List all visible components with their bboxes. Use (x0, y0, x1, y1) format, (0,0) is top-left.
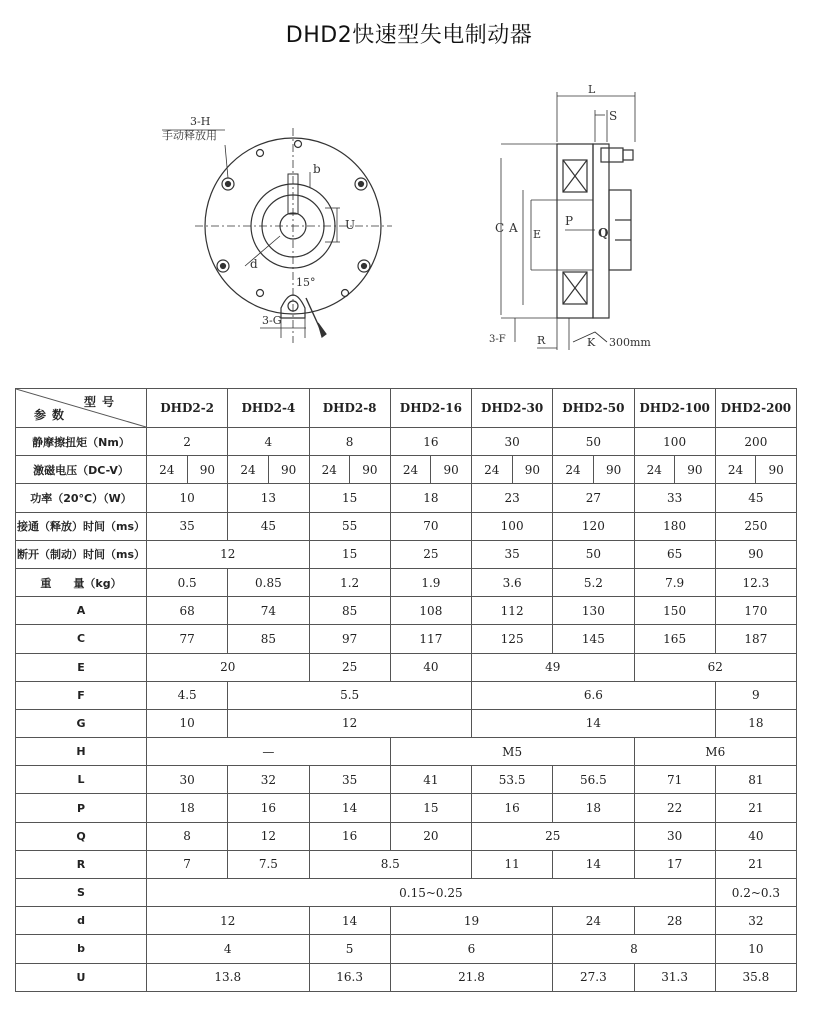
value-cell: 187 (715, 625, 796, 653)
value-cell: 24 (715, 456, 756, 484)
value-cell: 18 (553, 794, 634, 822)
value-cell: 24 (472, 456, 513, 484)
row-label: S (16, 879, 147, 907)
label-b: b (313, 162, 321, 176)
value-cell: 27 (553, 484, 634, 512)
value-cell: 33 (634, 484, 715, 512)
label-s: S (609, 109, 618, 123)
value-cell: 170 (715, 597, 796, 625)
spec-table (15, 388, 797, 992)
row-label: P (16, 794, 147, 822)
value-cell: 90 (715, 540, 796, 568)
value-cell: 14 (472, 709, 716, 737)
row-label: 重 量（kg） (16, 568, 147, 596)
bolt-head (601, 148, 623, 162)
table-row (16, 625, 797, 653)
model-header-cell: DHD2-8 (309, 389, 390, 428)
value-cell: 100 (472, 512, 553, 540)
value-cell: 0.5 (147, 568, 228, 596)
value-cell: 7.5 (228, 850, 309, 878)
value-cell: 3.6 (472, 568, 553, 596)
table-row (16, 963, 797, 991)
value-cell: 20 (147, 653, 310, 681)
model-header-cell: DHD2-50 (553, 389, 634, 428)
row-label: 静摩擦扭矩（Nm） (16, 428, 147, 456)
value-cell: M6 (634, 738, 797, 766)
table-row (16, 935, 797, 963)
value-cell: 10 (147, 484, 228, 512)
value-cell: 50 (553, 428, 634, 456)
value-cell: 1.9 (390, 568, 471, 596)
value-cell: 90 (431, 456, 472, 484)
value-cell: 10 (715, 935, 796, 963)
value-cell: 17 (634, 850, 715, 878)
value-cell: 45 (228, 512, 309, 540)
value-cell: 74 (228, 597, 309, 625)
row-label: G (16, 709, 147, 737)
value-cell: 5 (309, 935, 390, 963)
value-cell: 32 (228, 766, 309, 794)
table-row (16, 850, 797, 878)
value-cell: 7.9 (634, 568, 715, 596)
value-cell: 12.3 (715, 568, 796, 596)
table-row (16, 681, 797, 709)
page-title: DHD2快速型失电制动器 (285, 23, 533, 48)
label-angle: 15° (296, 276, 316, 289)
label-3g: 3-G (262, 314, 282, 327)
value-cell: 6 (390, 935, 553, 963)
model-header-cell: DHD2-100 (634, 389, 715, 428)
value-cell: 24 (228, 456, 269, 484)
value-cell: 24 (634, 456, 675, 484)
value-cell: 21 (715, 850, 796, 878)
value-cell: 108 (390, 597, 471, 625)
value-cell: 30 (472, 428, 553, 456)
value-cell: 24 (309, 456, 350, 484)
value-cell: 112 (472, 597, 553, 625)
model-header-cell: DHD2-16 (390, 389, 471, 428)
value-cell: 23 (472, 484, 553, 512)
value-cell: 0.85 (228, 568, 309, 596)
row-label: U (16, 963, 147, 991)
value-cell: 30 (147, 766, 228, 794)
model-header-cell: DHD2-2 (147, 389, 228, 428)
value-cell: 165 (634, 625, 715, 653)
value-cell: 15 (309, 484, 390, 512)
value-cell: 30 (634, 822, 715, 850)
label-3h: 3-H (190, 115, 211, 128)
front-view-drawing (150, 108, 400, 348)
row-label: L (16, 766, 147, 794)
value-cell: 35.8 (715, 963, 796, 991)
model-header-row (16, 389, 797, 428)
value-cell: 24 (147, 456, 188, 484)
model-header-cell: DHD2-200 (715, 389, 796, 428)
value-cell: 25 (390, 540, 471, 568)
value-cell: 53.5 (472, 766, 553, 794)
value-cell: 71 (634, 766, 715, 794)
label-u: U (345, 218, 356, 232)
value-cell: 56.5 (553, 766, 634, 794)
row-label: A (16, 597, 147, 625)
value-cell: 13 (228, 484, 309, 512)
value-cell: 22 (634, 794, 715, 822)
value-cell: 90 (350, 456, 391, 484)
value-cell: 14 (309, 794, 390, 822)
label-p: P (565, 214, 574, 228)
label-k: K (587, 336, 596, 349)
table-row (16, 568, 797, 596)
row-label: H (16, 738, 147, 766)
small-hole (257, 290, 264, 297)
value-cell: 90 (512, 456, 553, 484)
label-cable-length: 300mm (609, 336, 651, 349)
label-r: R (537, 334, 546, 347)
value-cell: 8 (147, 822, 228, 850)
value-cell: 13.8 (147, 963, 310, 991)
value-cell: 45 (715, 484, 796, 512)
value-cell: 0.2~0.3 (715, 879, 796, 907)
value-cell: 12 (147, 540, 310, 568)
value-cell: 16 (309, 822, 390, 850)
value-cell: 31.3 (634, 963, 715, 991)
value-cell: 4 (147, 935, 310, 963)
value-cell: 9 (715, 681, 796, 709)
value-cell: 4.5 (147, 681, 228, 709)
value-cell: 70 (390, 512, 471, 540)
value-cell: 77 (147, 625, 228, 653)
value-cell: 21 (715, 794, 796, 822)
table-row (16, 766, 797, 794)
hub-section (609, 190, 631, 270)
small-hole (257, 150, 264, 157)
value-cell: 24 (553, 907, 634, 935)
value-cell: M5 (390, 738, 634, 766)
value-cell: 25 (472, 822, 635, 850)
model-header-cell: DHD2-30 (472, 389, 553, 428)
table-row (16, 794, 797, 822)
value-cell: 90 (756, 456, 797, 484)
label-c: C (495, 221, 505, 235)
value-cell: 6.6 (472, 681, 716, 709)
value-cell: 18 (147, 794, 228, 822)
value-cell: 21.8 (390, 963, 553, 991)
value-cell: 125 (472, 625, 553, 653)
value-cell: 97 (309, 625, 390, 653)
row-label: Q (16, 822, 147, 850)
label-a: A (509, 221, 518, 235)
value-cell: 32 (715, 907, 796, 935)
value-cell: 11 (472, 850, 553, 878)
value-cell: 81 (715, 766, 796, 794)
side-view-drawing (489, 80, 695, 365)
value-cell: 62 (634, 653, 797, 681)
value-cell: 40 (715, 822, 796, 850)
value-cell: 85 (309, 597, 390, 625)
label-d: d (250, 257, 258, 271)
value-cell: 250 (715, 512, 796, 540)
small-hole (295, 141, 302, 148)
label-3f: 3-F (489, 334, 506, 345)
table-row (16, 822, 797, 850)
row-label: 功率（20°C）（W） (16, 484, 147, 512)
table-row (16, 456, 797, 484)
value-cell: 24 (553, 456, 594, 484)
value-cell: 8 (553, 935, 716, 963)
value-cell: 200 (715, 428, 796, 456)
value-cell: 14 (553, 850, 634, 878)
value-cell: 2 (147, 428, 228, 456)
table-row (16, 653, 797, 681)
value-cell: 0.15~0.25 (147, 879, 716, 907)
value-cell: 150 (634, 597, 715, 625)
value-cell: 55 (309, 512, 390, 540)
value-cell: 90 (268, 456, 309, 484)
table-row (16, 907, 797, 935)
value-cell: 117 (390, 625, 471, 653)
value-cell: 49 (472, 653, 635, 681)
value-cell: 130 (553, 597, 634, 625)
value-cell: 7 (147, 850, 228, 878)
table-row (16, 879, 797, 907)
table-row (16, 428, 797, 456)
value-cell: 19 (390, 907, 553, 935)
value-cell: 14 (309, 907, 390, 935)
row-label: 激磁电压（DC-V） (16, 456, 147, 484)
value-cell: 1.2 (309, 568, 390, 596)
value-cell: 41 (390, 766, 471, 794)
value-cell: 5.2 (553, 568, 634, 596)
row-label: d (16, 907, 147, 935)
table-row (16, 738, 797, 766)
value-cell: 50 (553, 540, 634, 568)
value-cell: 40 (390, 653, 471, 681)
label-l: L (588, 83, 596, 96)
value-cell: 35 (472, 540, 553, 568)
value-cell: 12 (147, 907, 310, 935)
value-cell: 20 (390, 822, 471, 850)
label-q: Q (598, 226, 609, 240)
value-cell: 100 (634, 428, 715, 456)
value-cell: 18 (390, 484, 471, 512)
value-cell: 35 (147, 512, 228, 540)
corner-model-label: 型号 (83, 395, 120, 409)
value-cell: 90 (593, 456, 634, 484)
value-cell: 8.5 (309, 850, 472, 878)
value-cell: 12 (228, 822, 309, 850)
row-label: R (16, 850, 147, 878)
table-row (16, 512, 797, 540)
value-cell: 65 (634, 540, 715, 568)
row-label: E (16, 653, 147, 681)
value-cell: 5.5 (228, 681, 472, 709)
value-cell: 145 (553, 625, 634, 653)
value-cell: 12 (228, 709, 472, 737)
table-row (16, 709, 797, 737)
table-row (16, 484, 797, 512)
value-cell: 90 (675, 456, 716, 484)
corner-cell (16, 389, 147, 428)
value-cell: 8 (309, 428, 390, 456)
label-e: E (533, 228, 542, 241)
model-header-cell: DHD2-4 (228, 389, 309, 428)
value-cell: 24 (390, 456, 431, 484)
small-hole (342, 290, 349, 297)
value-cell: 35 (309, 766, 390, 794)
value-cell: 85 (228, 625, 309, 653)
label-manual-release: 手动释放用 (162, 129, 217, 142)
value-cell: 68 (147, 597, 228, 625)
value-cell: 16 (228, 794, 309, 822)
value-cell: 16 (390, 428, 471, 456)
value-cell: 90 (187, 456, 228, 484)
table-row (16, 597, 797, 625)
value-cell: 28 (634, 907, 715, 935)
value-cell: — (147, 738, 391, 766)
row-label: b (16, 935, 147, 963)
value-cell: 4 (228, 428, 309, 456)
row-label: 接通（释放）时间（ms） (16, 512, 147, 540)
corner-param-label: 参数 (34, 408, 71, 422)
value-cell: 15 (390, 794, 471, 822)
value-cell: 180 (634, 512, 715, 540)
value-cell: 15 (309, 540, 390, 568)
value-cell: 16 (472, 794, 553, 822)
value-cell: 25 (309, 653, 390, 681)
value-cell: 27.3 (553, 963, 634, 991)
row-label: C (16, 625, 147, 653)
row-label: F (16, 681, 147, 709)
value-cell: 18 (715, 709, 796, 737)
value-cell: 10 (147, 709, 228, 737)
row-label: 断开（制动）时间（ms） (16, 540, 147, 568)
value-cell: 120 (553, 512, 634, 540)
table-row (16, 540, 797, 568)
value-cell: 16.3 (309, 963, 390, 991)
